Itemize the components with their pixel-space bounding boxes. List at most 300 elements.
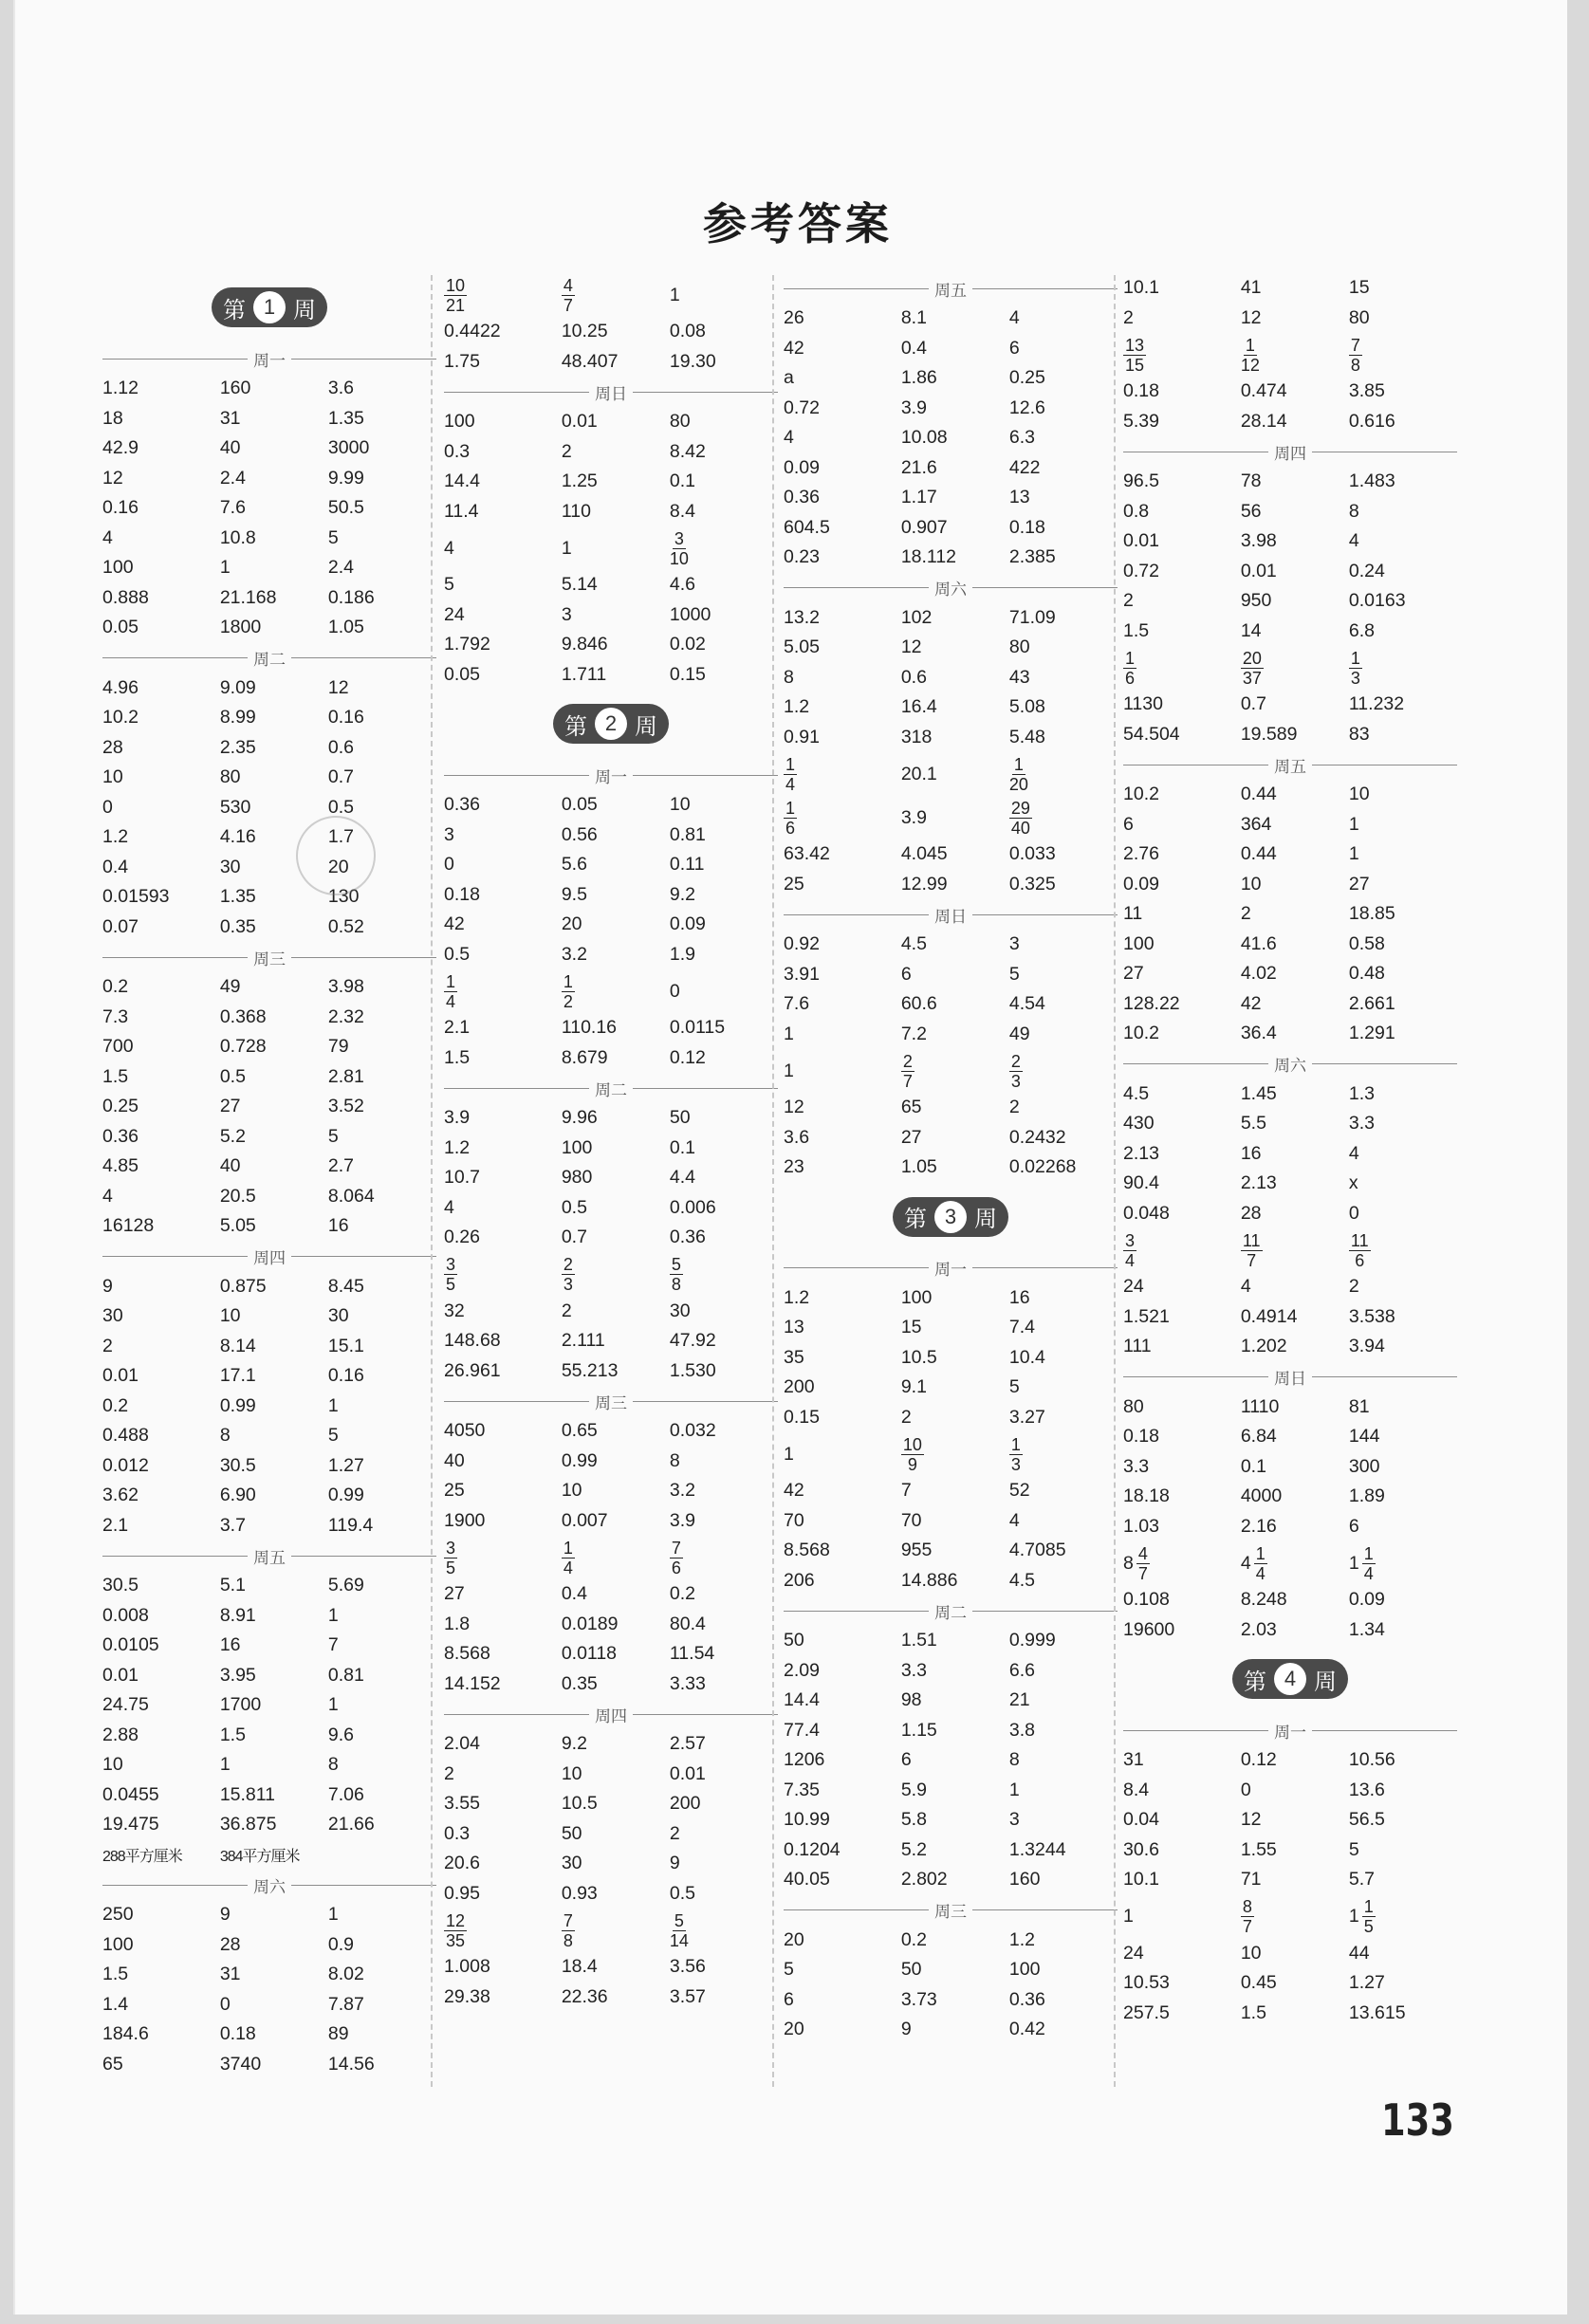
answer-value: 11.232 (1348, 693, 1405, 715)
answer-value: 3.98 (327, 976, 364, 998)
answer-row (784, 752, 1118, 796)
answer-value: 1.05 (327, 617, 364, 638)
answer-value: 0.3 (444, 440, 471, 462)
answer-row (784, 1926, 1118, 1956)
answer-value: 19.589 (1240, 723, 1298, 745)
week-prefix: 第 (223, 296, 246, 323)
answer-value: 0.35 (561, 1672, 598, 1694)
answer-row (444, 1729, 778, 1760)
answer-value: 1.7 (327, 826, 355, 848)
day-label: 周二 (595, 1080, 627, 1100)
answer-value: 3.3 (1123, 1455, 1150, 1477)
answer-value: 3.6 (327, 378, 355, 399)
day-label: 周二 (934, 1603, 967, 1623)
answer-row (784, 543, 1118, 573)
answer-value: 0.18 (1123, 380, 1159, 402)
answer-value: 4 (444, 537, 454, 559)
answer-value: 10 (561, 1480, 582, 1502)
answer-value: 0.048 (1123, 1202, 1170, 1224)
answer-value: 7.35 (784, 1779, 820, 1800)
answer-value: 8.4 (1123, 1779, 1150, 1800)
answer-value (670, 1256, 778, 1293)
answer-value: 31 (1123, 1749, 1144, 1771)
numerator: 11 (1350, 1230, 1369, 1250)
answer-row (1123, 720, 1457, 750)
answer-value: 1.4 (102, 1993, 129, 2015)
answer-row (444, 1193, 778, 1224)
answer-value: 2 (561, 1300, 572, 1321)
answer-row (102, 1481, 436, 1511)
whole-part: 8 (1123, 1552, 1134, 1574)
answer-value: 2.35 (219, 736, 256, 758)
day-header (784, 1595, 1118, 1626)
answer-value: 2.03 (1240, 1618, 1277, 1640)
answer-value: 70 (900, 1509, 922, 1531)
answer-row (784, 1656, 1118, 1687)
answer-value: 25 (444, 1480, 465, 1502)
answer-value: 5.7 (1348, 1869, 1376, 1891)
answer-row (444, 1297, 778, 1327)
fraction (444, 973, 457, 1010)
answer-value (901, 1053, 1009, 1090)
answer-value: 8.679 (561, 1046, 608, 1068)
answer-value: 89 (327, 2023, 349, 2045)
denominator: 5 (1363, 1917, 1374, 1936)
answer-value (784, 800, 901, 837)
answer-value: 160 (1008, 1869, 1041, 1891)
answer-value: 8 (327, 1754, 339, 1776)
answer-value: 1110 (1240, 1395, 1280, 1417)
answer-value: 26 (784, 307, 804, 329)
answer-value: 9 (102, 1275, 113, 1297)
answer-value: 21.66 (327, 1814, 375, 1835)
answer-row (102, 1750, 436, 1780)
answer-value: 80 (1348, 306, 1370, 328)
answer-value: 12.99 (900, 873, 948, 895)
answer-value: 300 (1348, 1455, 1380, 1477)
answer-value: 0.16 (102, 497, 139, 519)
answer-value: 1.12 (102, 378, 139, 399)
answer-value (562, 277, 670, 314)
answer-value: 0.15 (784, 1406, 820, 1428)
answer-value: 4.5 (900, 933, 927, 955)
day-rule (972, 1611, 1118, 1612)
answer-value: 1.5 (1123, 619, 1150, 641)
answer-value: 10.08 (900, 427, 948, 449)
numerator: 12 (446, 1910, 466, 1930)
answer-value: 3.2 (669, 1480, 696, 1502)
answer-value: 9.99 (327, 467, 364, 489)
answer-row (1123, 1939, 1457, 1969)
answer-value (562, 1912, 670, 1949)
numerator: 1 (1255, 1543, 1266, 1563)
answer-value: 20.6 (444, 1853, 480, 1874)
answer-row (444, 273, 778, 317)
answer-value: 4.85 (102, 1155, 139, 1177)
day-rule (1312, 1063, 1457, 1064)
numerator: 3 (446, 1255, 456, 1274)
day-header (1123, 1362, 1457, 1393)
answer-value: 42 (444, 913, 465, 935)
answer-value: 0.15 (669, 663, 706, 685)
answer-row (102, 673, 436, 704)
answer-value: 0.01 (102, 1365, 139, 1387)
answer-value: 200 (669, 1793, 701, 1815)
answer-row (102, 1721, 436, 1751)
answer-value: 3.73 (900, 1988, 937, 2010)
answer-value: 148.68 (444, 1330, 501, 1352)
answer-value: 0.1 (669, 470, 696, 492)
day-rule (291, 657, 436, 658)
answer-value: 7.6 (219, 497, 246, 519)
answer-row (784, 1283, 1118, 1314)
answer-value: 0.186 (327, 586, 375, 608)
answer-value: 80 (1123, 1395, 1144, 1417)
answer-value: 11.54 (669, 1643, 715, 1665)
answer-value: 0.1 (1240, 1455, 1266, 1477)
answer-row (444, 1416, 778, 1447)
answer-row (102, 1301, 436, 1332)
numerator: 4 (1137, 1543, 1148, 1563)
answer-value: 1.008 (444, 1956, 490, 1978)
answer-value: 27 (900, 1126, 922, 1148)
answer-row (102, 1392, 436, 1422)
answer-value: 5 (327, 1425, 339, 1447)
day-header (102, 1870, 436, 1900)
week-number: 2 (595, 708, 627, 740)
day-rule (291, 957, 436, 958)
answer-value: 1.792 (444, 634, 490, 655)
answer-value: 5.39 (1123, 410, 1159, 432)
answer-value: 1130 (1123, 693, 1163, 715)
day-label: 周四 (253, 1249, 286, 1268)
answer-value: 19.475 (102, 1814, 159, 1835)
answer-value: 0.56 (561, 823, 598, 845)
answer-row (444, 1983, 778, 2013)
answer-value: 206 (784, 1569, 815, 1591)
answer-value: 18 (102, 407, 123, 429)
denominator: 3 (563, 1275, 573, 1294)
answer-row (444, 1223, 778, 1253)
answer-value: 18.18 (1123, 1485, 1170, 1507)
answer-value: 2 (1123, 306, 1134, 328)
answer-value: 71 (1240, 1869, 1262, 1891)
answer-value: 0.006 (669, 1196, 716, 1218)
numerator: 1 (446, 971, 456, 991)
answer-value: 8.568 (444, 1643, 490, 1665)
answer-value: 2 (102, 1335, 113, 1356)
denominator: 4 (446, 991, 456, 1011)
answer-value: 1.5 (102, 1964, 129, 1985)
answer-value: 0.1204 (784, 1838, 841, 1860)
week-suffix: 周 (293, 296, 316, 323)
answer-value: 3.3 (1348, 1113, 1376, 1134)
answer-value (1009, 756, 1118, 793)
answer-row (444, 1447, 778, 1477)
fraction (562, 277, 575, 314)
answer-value: 2 (561, 440, 572, 462)
answer-value: 1.34 (1348, 1618, 1385, 1640)
answer-value: 14.4 (444, 470, 480, 492)
answer-row (1123, 1512, 1457, 1542)
day-rule (444, 1401, 589, 1402)
day-rule (633, 1088, 778, 1089)
fraction (670, 1912, 689, 1949)
answer-value: 0 (1348, 1202, 1359, 1224)
answer-value: 0.05 (102, 617, 139, 638)
answer-value: 56.5 (1348, 1809, 1385, 1831)
answer-value: 50 (784, 1630, 804, 1651)
answer-value: 2.57 (669, 1733, 706, 1755)
answer-value: 0.92 (784, 933, 820, 955)
answer-value: 20 (561, 913, 582, 935)
answer-value: 42 (1240, 992, 1262, 1014)
answer-row (102, 1930, 436, 1961)
answer-value: 3 (1008, 933, 1020, 955)
answer-value: 42 (784, 337, 804, 359)
answer-row (1123, 1968, 1457, 1999)
denominator: 4 (785, 774, 796, 794)
answer-value: 0.4 (561, 1583, 587, 1605)
answer-row (102, 1361, 436, 1392)
answer-row (444, 1669, 778, 1700)
answer-row (784, 1432, 1118, 1476)
day-rule (102, 359, 248, 360)
answer-value: 6 (1123, 813, 1134, 835)
denominator: 40 (1010, 818, 1030, 838)
answer-value: 0.2 (102, 1394, 129, 1416)
answer-value: 35 (784, 1346, 804, 1368)
answer-value: 47.92 (669, 1330, 716, 1352)
answer-value: 100 (102, 1933, 134, 1955)
day-label: 周六 (1274, 1057, 1306, 1076)
answer-row (102, 2050, 436, 2080)
answer-value: 10 (219, 1305, 241, 1327)
answer-value: 5.05 (784, 636, 820, 658)
answer-value: 5 (1008, 1376, 1020, 1398)
answer-value: 0.999 (1008, 1630, 1056, 1651)
answer-row (102, 1003, 436, 1033)
day-header (1123, 749, 1457, 780)
answer-value: 42 (784, 1480, 804, 1502)
answer-row (784, 723, 1118, 753)
answer-row (444, 850, 778, 880)
answer-value: 0.2 (669, 1583, 696, 1605)
answer-value: 100 (1008, 1959, 1041, 1981)
answer-row (784, 423, 1118, 453)
answer-row (784, 1343, 1118, 1374)
answer-value: 3.9 (444, 1107, 471, 1129)
answer-value: 2 (1008, 1097, 1020, 1118)
day-label: 周三 (934, 1903, 967, 1922)
day-label: 周日 (934, 907, 967, 927)
numerator: 1 (563, 1538, 573, 1558)
denominator: 37 (1242, 668, 1262, 688)
answer-value: 144 (1348, 1426, 1380, 1448)
answer-value: 3.57 (669, 1985, 706, 2007)
answer-value: 0.36 (102, 1125, 139, 1147)
answer-value (562, 1256, 670, 1293)
answer-row (784, 796, 1118, 839)
answer-row (102, 374, 436, 404)
answer-row (102, 1990, 436, 2020)
answer-value: 24.75 (102, 1694, 149, 1716)
answer-value (562, 1540, 670, 1577)
answer-value: 0.45 (1240, 1972, 1277, 1994)
answer-row (784, 394, 1118, 424)
answer-value: 21.168 (219, 586, 277, 608)
answer-value: 1 (327, 1694, 339, 1716)
answer-value: 0.36 (784, 487, 820, 508)
answer-value: 5.8 (900, 1809, 927, 1831)
answer-row (784, 363, 1118, 394)
page-title: 参考答案 (703, 198, 893, 249)
answer-value (444, 277, 562, 314)
answer-value: x (1348, 1172, 1358, 1194)
day-rule (444, 775, 589, 776)
answer-value: 0.25 (102, 1096, 139, 1117)
answer-value: 79 (327, 1036, 349, 1058)
answer-value: 50 (561, 1822, 582, 1844)
answer-value: 1206 (784, 1749, 825, 1771)
answer-value: 3.98 (1240, 530, 1277, 552)
answer-value: 14.4 (784, 1689, 820, 1711)
answer-value: 4.5 (1008, 1569, 1036, 1591)
answer-value: 10.4 (1008, 1346, 1045, 1368)
answer-value: 4 (1348, 1142, 1359, 1164)
numerator: 10 (446, 275, 466, 295)
answer-value: 8.1 (900, 307, 927, 329)
answer-row (1123, 557, 1457, 587)
answer-value: 5 (444, 574, 454, 596)
denominator: 35 (446, 1930, 466, 1950)
answer-value: 0.18 (444, 883, 480, 905)
answer-value: 384平方厘米 (219, 1848, 300, 1865)
answer-value: 7.6 (784, 993, 810, 1015)
answer-row (1123, 1615, 1457, 1646)
fraction (562, 1912, 575, 1949)
answer-value: 7.4 (1008, 1317, 1036, 1338)
denominator: 2 (563, 991, 573, 1011)
answer-value: 2.13 (1123, 1142, 1159, 1164)
answer-value: 288平方厘米 (102, 1848, 182, 1865)
answer-row (784, 1476, 1118, 1506)
fraction (1136, 1545, 1150, 1582)
answer-value: 31 (219, 407, 241, 429)
day-rule (784, 587, 929, 588)
answer-value: 0.23 (784, 546, 820, 568)
answer-value: 0.7 (327, 766, 355, 788)
answer-row (102, 822, 436, 853)
answer-value: 10.2 (1123, 1023, 1159, 1044)
answer-value: 3.8 (1008, 1719, 1036, 1741)
answer-value (1241, 650, 1349, 687)
answer-value: 4.16 (219, 826, 256, 848)
answer-value: 3.3 (900, 1659, 927, 1681)
answer-value (444, 973, 562, 1010)
answer-value: 1.89 (1348, 1485, 1385, 1507)
answer-row (444, 1134, 778, 1164)
denominator: 7 (563, 295, 573, 315)
day-label: 周三 (595, 1393, 627, 1413)
answer-value: 10 (1348, 784, 1370, 805)
answer-row (444, 437, 778, 468)
day-label: 周日 (595, 384, 627, 404)
answer-value: 0.08 (669, 321, 706, 342)
fraction (444, 277, 467, 314)
answer-value: 0.04 (1123, 1809, 1159, 1831)
answer-value: 2.1 (444, 1017, 471, 1039)
answer-row (1123, 839, 1457, 870)
answer-value: 40 (219, 1155, 241, 1177)
answer-row (784, 1123, 1118, 1153)
answer-value: 5.69 (327, 1575, 364, 1596)
answer-row (784, 1403, 1118, 1433)
answer-value: 16 (219, 1634, 241, 1656)
answer-row (444, 467, 778, 497)
answer-value: 16128 (102, 1215, 155, 1237)
answer-row (444, 1356, 778, 1387)
numerator: 1 (785, 754, 796, 774)
answer-row (784, 1313, 1118, 1343)
day-header (784, 1253, 1118, 1283)
answer-value: 1.291 (1348, 1023, 1395, 1044)
day-rule (444, 1714, 589, 1715)
answer-value: 160 (219, 378, 251, 399)
answer-row (102, 733, 436, 764)
answer-value: 1.711 (561, 663, 607, 685)
denominator: 3 (1350, 668, 1360, 688)
answer-row (1123, 1228, 1457, 1272)
answer-value: 20 (327, 856, 349, 877)
answer-value: 0.16 (327, 707, 364, 729)
answer-value (1349, 337, 1457, 374)
answer-row (1123, 1805, 1457, 1835)
day-header (102, 1242, 436, 1272)
answer-value: 29.38 (444, 1985, 490, 2007)
answer-value: 119.4 (327, 1514, 374, 1536)
answer-value: 30.5 (219, 1454, 256, 1476)
answer-value: 1 (219, 1754, 231, 1776)
week-suffix: 周 (1314, 1668, 1337, 1695)
answer-row (784, 483, 1118, 513)
answer-value: 0.033 (1008, 843, 1056, 865)
denominator: 7 (1242, 1917, 1252, 1936)
numerator: 11 (1242, 1230, 1261, 1250)
answer-row (102, 1511, 436, 1541)
fraction (1349, 1232, 1371, 1269)
answer-row (784, 989, 1118, 1020)
answer-value: 2.09 (784, 1659, 820, 1681)
week-badge (1232, 1659, 1348, 1699)
answer-value: 0.25 (1008, 367, 1045, 389)
answer-value: 2.4 (327, 557, 355, 579)
answer-row (1123, 1541, 1457, 1585)
answer-value: 10.2 (1123, 784, 1159, 805)
answer-value: 0.2 (102, 976, 129, 998)
answer-value: 4 (444, 1196, 454, 1218)
fraction (1349, 650, 1362, 687)
answer-value: 3 (444, 823, 454, 845)
day-rule (972, 1267, 1118, 1268)
answer-value: 80 (1008, 636, 1030, 658)
denominator: 6 (785, 818, 796, 838)
denominator: 12 (1240, 355, 1260, 375)
answer-value: 1 (219, 557, 231, 579)
answer-value: 2.661 (1348, 992, 1395, 1014)
day-rule (1123, 1376, 1268, 1377)
answer-value: 3.27 (1008, 1406, 1045, 1428)
